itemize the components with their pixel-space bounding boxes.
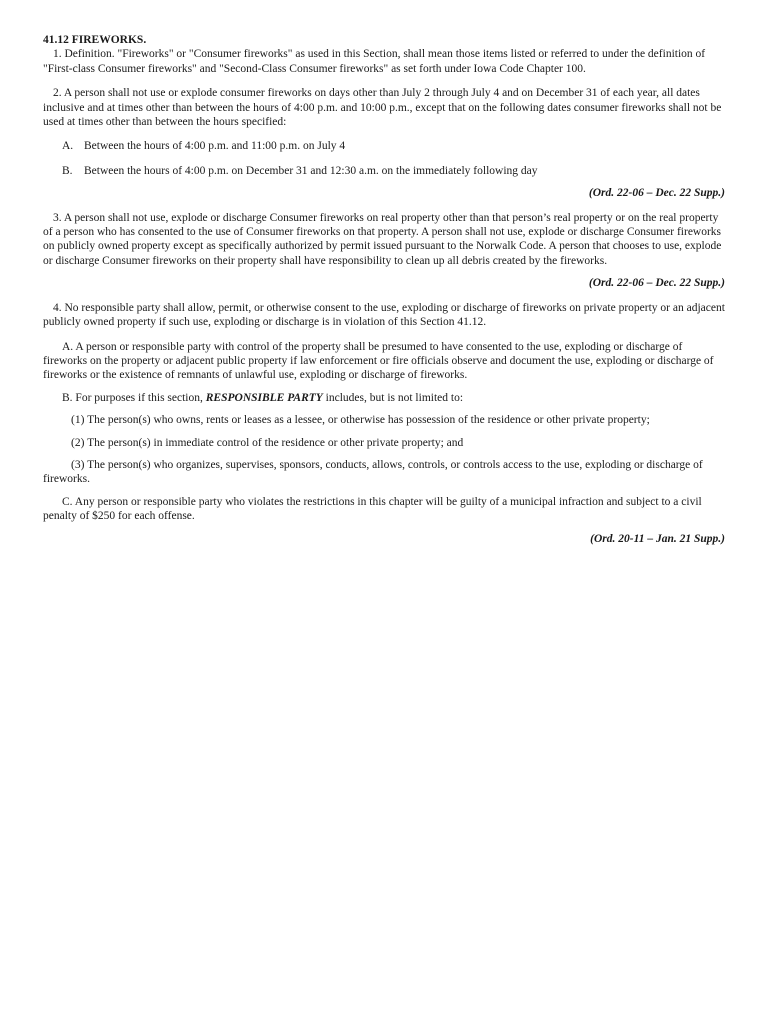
section-heading: 41.12 FIREWORKS. <box>43 34 147 46</box>
paragraph-4-b <box>43 391 725 405</box>
paragraph-4-c: C. Any person or responsible party who violates the restrictions in this chapter will be guilty of a municipal infraction and subject to a civil penalty of $250 for each offense. <box>43 495 702 523</box>
item-b-text: Between the hours of 4:00 p.m. on December 31 and 12:30 a.m. on the immediately following day <box>84 164 538 177</box>
paragraph-2-item-a <box>43 139 725 153</box>
responsible-party-term: RESPONSIBLE PARTY <box>205 391 323 404</box>
ordinance-reference-2: (Ord. 22-06 – Dec. 22 Supp.) <box>588 277 725 290</box>
paragraph-2-item-b <box>43 164 725 178</box>
paragraph-3-property: 3. A person shall not use, explode or discharge Consumer fireworks on real property other than that person’s real property or on the real property of a person who has consented to the use of Consumer fireworks on that property. A person shall not use, explode or discharge Consumer fireworks on publicly owned property except as specifically authorized by permit issued pursuant to the Norwalk Code. A person that chooses to use, explode or discharge Consumer fireworks on their property shall have responsibility to clean up all debris created by the fireworks. <box>43 211 722 267</box>
ordinance-reference-3: (Ord. 20-11 – Jan. 21 Supp.) <box>590 532 725 545</box>
paragraph-4-b-item-3: (3) The person(s) who organizes, supervises, sponsors, conducts, allows, controls, or controls access to the use, exploding or discharge of fireworks. <box>43 458 703 486</box>
item-b-label: B. <box>62 164 73 177</box>
paragraph-2-dates: 2. A person shall not use or explode consumer fireworks on days other than July 2 through July 4 and on December 31 of each year, all dates inclusive and at times other than between the hours of 4:00 p.m. and 10:00 p.m., except that on the following dates consumer fireworks shall not be used at times other than between the hours specified: <box>43 87 722 129</box>
paragraph-4-b-prefix: B. For purposes if this section, <box>62 391 206 404</box>
paragraph-4-a: A. A person or responsible party with control of the property shall be presumed to have consented to the use, exploding or discharge of fireworks on the property or adjacent public property if law enforcement or fire officials observe and document the use, exploding or discharge of fireworks or the existence of remnants of unlawful use, exploding or discharge of fireworks. <box>43 340 714 382</box>
ordinance-reference-1: (Ord. 22-06 – Dec. 22 Supp.) <box>588 187 725 200</box>
item-a-text: Between the hours of 4:00 p.m. and 11:00 p.m. on July 4 <box>84 140 346 153</box>
paragraph-4-b-suffix: includes, but is not limited to: <box>322 391 464 404</box>
item-a-label: A. <box>62 140 74 153</box>
paragraph-4-responsible-party: 4. No responsible party shall allow, permit, or otherwise consent to the use, exploding or discharge of fireworks on private property or an adjacent publicly owned property if such use, exploding or discharge is in violation of this Section 41.12. <box>43 301 725 329</box>
paragraph-1-definition: 1. Definition. "Fireworks" or "Consumer fireworks" as used in this Section, shall mean those items listed or referred to under the definition of "First-class Consumer fireworks" and "Second-Class Consumer fireworks" as set forth under Iowa Code Chapter 100. <box>43 48 706 75</box>
paragraph-4-b-item-1: (1) The person(s) who owns, rents or leases as a lessee, or otherwise has possession of the residence or other private property; <box>71 414 650 427</box>
paragraph-4-b-item-2: (2) The person(s) in immediate control of the residence or other private property; and <box>71 436 464 449</box>
